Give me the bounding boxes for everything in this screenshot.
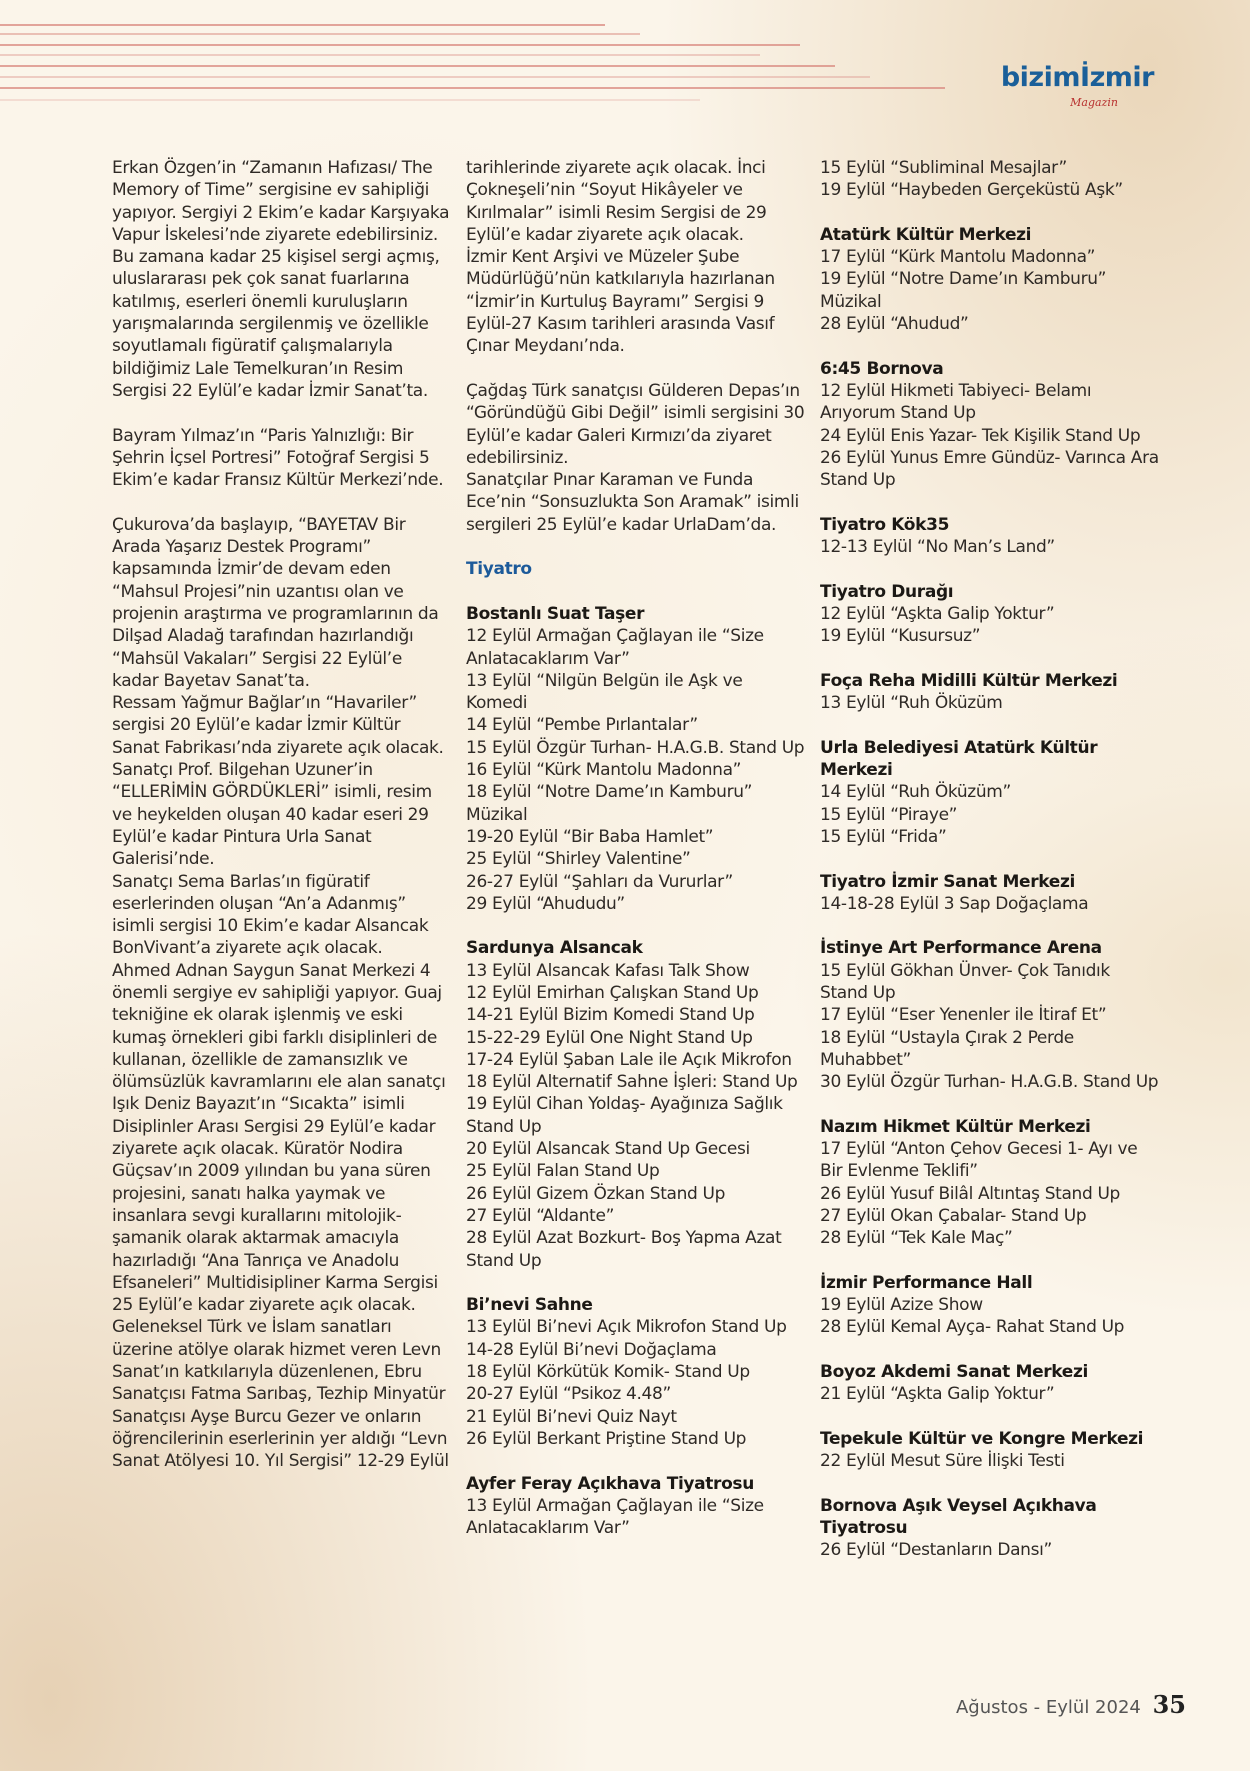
event-line: 18 Eylül Alternatif Sahne İşleri: Stand Up	[466, 1072, 798, 1093]
event-list	[820, 246, 1160, 335]
venue-name: İstinye Art Performance Arena	[820, 938, 1102, 959]
column-1	[112, 157, 452, 1473]
event-list	[466, 1495, 806, 1540]
paragraph: Bayram Yılmaz’ın “Paris Yalnızlığı: Bir Şehrin İçsel Portresi” Fotoğraf Sergisi 5 Ekim’e kadar Fransız Kültür Merkezi’nde.	[112, 425, 444, 491]
event-line: 26 Eylül Yusuf Bilâl Altıntaş Stand Up	[820, 1183, 1120, 1204]
event-line: 17 Eylül “Anton Çehov Gecesi 1- Ayı ve Bir Evlenme Teklifi”	[820, 1139, 1138, 1182]
event-line: 24 Eylül Enis Yazar- Tek Kişilik Stand Up	[820, 425, 1141, 446]
venue-name: Bornova Aşık Veysel Açıkhava Tiyatrosu	[820, 1495, 1097, 1539]
event-line: 26 Eylül “Destanların Dansı”	[820, 1540, 1052, 1561]
event-line: 27 Eylül Okan Çabalar- Stand Up	[820, 1205, 1087, 1226]
event-line: 15 Eylül “Subliminal Mesajlar”	[820, 158, 1067, 178]
event-line: 26 Eylül Yunus Emre Gündüz- Varınca Ara Stand Up	[820, 447, 1159, 491]
event-list	[820, 1539, 1160, 1561]
event-line: 17-24 Eylül Şaban Lale ile Açık Mikrofon	[466, 1049, 792, 1070]
event-line: 12 Eylül Emirhan Çalışkan Stand Up	[466, 982, 759, 1003]
event-line: 25 Eylül Falan Stand Up	[466, 1161, 660, 1182]
event-line: 20 Eylül Alsancak Stand Up Gecesi	[466, 1139, 750, 1160]
event-line: 12 Eylül “Aşkta Galip Yoktur”	[820, 603, 1055, 624]
event-line: 12-13 Eylül “No Man’s Land”	[820, 537, 1055, 558]
event-line: 15-22-29 Eylül One Night Stand Up	[466, 1027, 753, 1048]
event-line: 15 Eylül “Frida”	[820, 826, 947, 847]
paragraph: Ahmed Adnan Saygun Sanat Merkezi 4 önemli sergiye ev sahipliği yapıyor. Guaj tekniğine ek olarak işlenmiş ve eski kumaş örnekleri gibi farklı disiplinleri de kullanan, özellikle de zamansızlık ve ölümsüzlük kavramlarını ele alan sanatçı Işık Deniz Bayazıt’ın “Sıcakta” isimli Disiplinler Arası Sergisi 29 Eylül’e kadar ziyarete açık olacak. Küratör Nodira Güçsav’ın 2009 yılından bu yana süren projesini, sanatı halka yaymak ve insanlara sevgi kurallarını mitolojik-şamanik olarak aktarmak amacıyla hazırladığı “Ana Tanrıça ve Anadolu Efsaneleri” Multidisipliner Karma Sergisi 25 Eylül’e kadar ziyarete açık olacak.	[112, 960, 446, 1316]
event-line: 14-18-28 Eylül 3 Sap Doğaçlama	[820, 893, 1089, 914]
event-line: 28 Eylül Kemal Ayça- Rahat Stand Up	[820, 1317, 1125, 1338]
venue-name: Bostanlı Suat Taşer	[466, 603, 645, 624]
event-line: 28 Eylül Azat Bozkurt- Boş Yapma Azat Stand Up	[466, 1228, 782, 1271]
header-rule-lines	[0, 0, 1000, 110]
venue-name: 6:45 Bornova	[820, 358, 944, 379]
paragraph: Sanatçı Prof. Bilgehan Uzuner’in “ELLERİMİN GÖRDÜKLERİ” isimli, resim ve heykelden oluşan 40 kadar eseri 29 Eylül’e kadar Pintura Urla Sanat Galerisi’nde.	[112, 760, 432, 870]
venue-name: Tepekule Kültür ve Kongre Merkezi	[820, 1428, 1144, 1449]
event-list	[820, 380, 1160, 491]
event-line: 19 Eylül Cihan Yoldaş- Ayağınıza Sağlık Stand Up	[466, 1094, 783, 1137]
event-list	[820, 692, 1160, 714]
column-2	[466, 157, 806, 1539]
venue-name: Tiyatro Kök35	[820, 514, 950, 535]
venue-name: Bi’nevi Sahne	[466, 1295, 593, 1316]
event-line: 26 Eylül Gizem Özkan Stand Up	[466, 1183, 726, 1204]
event-list	[820, 157, 1160, 202]
event-line: 19 Eylül “Kusursuz”	[820, 626, 981, 647]
paragraph: İzmir Kent Arşivi ve Müzeler Şube Müdürlüğü’nün katkılarıyla hazırlanan “İzmir’in Kurtuluş Bayramı” Sergisi 9 Eylül-27 Kasım tarihleri arasında Vasıf Çınar Meydanı’nda.	[466, 247, 775, 357]
event-line: 27 Eylül “Aldante”	[466, 1205, 615, 1226]
event-line: 16 Eylül “Kürk Mantolu Madonna”	[466, 760, 742, 781]
event-line: 19 Eylül “Notre Dame’ın Kamburu” Müzikal	[820, 269, 1107, 312]
event-line: 14 Eylül “Ruh Öküzüm”	[820, 782, 1011, 803]
venue-name: Atatürk Kültür Merkezi	[820, 224, 1032, 245]
venue-name: Nazım Hikmet Kültür Merkezi	[820, 1116, 1091, 1137]
event-line: 21 Eylül “Aşkta Galip Yoktur”	[820, 1384, 1055, 1405]
event-line: 14-21 Eylül Bizim Komedi Stand Up	[466, 1005, 755, 1026]
event-line: 14-28 Eylül Bi’nevi Doğaçlama	[466, 1339, 717, 1360]
event-line: 26-27 Eylül “Şahları da Vururlar”	[466, 871, 733, 892]
event-line: 19 Eylül “Haybeden Gerçeküstü Aşk”	[820, 180, 1123, 201]
event-list	[820, 960, 1160, 1094]
page-footer	[956, 1690, 1186, 1719]
magazine-logo	[1001, 62, 1154, 93]
event-list	[820, 781, 1160, 848]
event-line: 29 Eylül “Ahududu”	[466, 893, 625, 914]
event-line: 13 Eylül “Ruh Öküzüm	[820, 693, 1003, 714]
event-line: 21 Eylül Bi’nevi Quiz Nayt	[466, 1406, 677, 1427]
event-list	[820, 1450, 1160, 1472]
event-line: 25 Eylül “Shirley Valentine”	[466, 849, 691, 870]
event-line: 13 Eylül Alsancak Kafası Talk Show	[466, 960, 750, 981]
event-line: 18 Eylül “Ustayla Çırak 2 Perde Muhabbet”	[820, 1027, 1074, 1070]
event-line: 15 Eylül Gökhan Ünver- Çok Tanıdık Stand Up	[820, 960, 1110, 1003]
event-line: 17 Eylül “Kürk Mantolu Madonna”	[820, 247, 1096, 268]
event-line: 12 Eylül Armağan Çağlayan ile “Size Anlatacaklarım Var”	[466, 626, 764, 669]
event-line: 19-20 Eylül “Bir Baba Hamlet”	[466, 826, 714, 847]
paragraph: Sanatçı Sema Barlas’ın figüratif eserlerinden oluşan “An’a Adanmış” isimli sergisi 10 Ekim’e kadar Alsancak BonVivant’a ziyarete açık olacak.	[112, 871, 429, 959]
event-list	[820, 1138, 1160, 1249]
event-list	[820, 603, 1160, 648]
event-list	[466, 960, 806, 1272]
paragraph: Geleneksel Türk ve İslam sanatları üzerine atölye olarak hizmet veren Levn Sanat’ın katkılarıyla düzenlenen, Ebru Sanatçısı Fatma Sarıbaş, Tezhip Minyatür Sanatçısı Ayşe Burcu Gezer ve onların öğrencilerinin eserlerinin yer aldığı “Levn Sanat Atölyesi 10. Yıl Sergisi” 12-29 Eylül	[112, 1317, 449, 1472]
venue-name: Boyoz Akdemi Sanat Merkezi	[820, 1362, 1088, 1383]
event-line: 30 Eylül Özgür Turhan- H.A.G.B. Stand Up	[820, 1072, 1159, 1093]
section-heading-theatre: Tiyatro	[466, 559, 532, 580]
event-list	[820, 1383, 1160, 1405]
venue-name: Ayfer Feray Açıkhava Tiyatrosu	[466, 1473, 754, 1494]
paragraph: tarihlerinde ziyarete açık olacak. İnci Çokneşeli’nin “Soyut Hikâyeler ve Kırılmalar” isimli Resim Sergisi de 29 Eylül’e kadar ziyarete açık olacak.	[466, 158, 767, 245]
event-line: 20-27 Eylül “Psikoz 4.48”	[466, 1384, 671, 1405]
venue-name: Sardunya Alsancak	[466, 938, 643, 959]
venue-name: Foça Reha Midilli Kültür Merkezi	[820, 670, 1118, 691]
paragraph: Ressam Yağmur Bağlar’ın “Havariler” sergisi 20 Eylül’e kadar İzmir Kültür Sanat Fabrikası’nda ziyarete açık olacak.	[112, 693, 444, 758]
venue-name: Tiyatro Durağı	[820, 581, 954, 602]
event-list	[820, 1294, 1160, 1339]
venue-name: Tiyatro İzmir Sanat Merkezi	[820, 871, 1075, 892]
paragraph: Sanatçılar Pınar Karaman ve Funda Ece’nin “Sonsuzlukta Son Aramak” isimli sergileri 25 Eylül’e kadar UrlaDam’da.	[466, 470, 799, 535]
paragraph: Çukurova’da başlayıp, “BAYETAV Bir Arada Yaşarız Destek Programı” kapsamında İzmir’de devam eden “Mahsul Projesi”nin uzantısı olan ve projenin araştırma ve programlarının da Dilşad Aladağ tarafından hazırlandığı “Mahsül Vakaları” Sergisi 22 Eylül’e kadar Bayetav Sanat’ta.	[112, 514, 439, 691]
event-line: 28 Eylül “Tek Kale Maç”	[820, 1228, 1013, 1249]
logo-text: bizimİzmir	[1000, 62, 1154, 93]
event-list	[820, 893, 1160, 915]
issue-date: Ağustos - Eylül 2024	[955, 1697, 1141, 1718]
event-list	[820, 536, 1160, 558]
event-list	[466, 1316, 806, 1450]
event-line: 26 Eylül Berkant Priştine Stand Up	[466, 1428, 747, 1449]
event-line: 15 Eylül “Piraye”	[820, 804, 958, 825]
event-line: 18 Eylül “Notre Dame’ın Kamburu” Müzikal	[466, 782, 753, 825]
paragraph: Çağdaş Türk sanatçısı Gülderen Depas’ın “Göründüğü Gibi Değil” isimli sergisini 30 Eylül’e kadar Galeri Kırmızı’da ziyaret edebilirsiniz.	[466, 380, 805, 468]
event-list	[466, 625, 806, 915]
event-line: 12 Eylül Hikmeti Tabiyeci- Belamı Arıyorum Stand Up	[820, 380, 1092, 424]
event-line: 14 Eylül “Pembe Pırlantalar”	[466, 715, 698, 736]
logo-subtitle: Magazin	[1070, 96, 1118, 109]
column-3	[820, 157, 1160, 1562]
event-line: 28 Eylül “Ahudud”	[820, 314, 969, 335]
event-line: 19 Eylül Azize Show	[820, 1295, 983, 1316]
venue-name: Urla Belediyesi Atatürk Kültür Merkezi	[820, 737, 1098, 781]
event-line: 13 Eylül Armağan Çağlayan ile “Size Anlatacaklarım Var”	[466, 1495, 764, 1539]
event-line: 18 Eylül Körkütük Komik- Stand Up	[466, 1362, 750, 1383]
event-line: 13 Eylül “Nilgün Belgün ile Aşk ve Komedi	[466, 670, 743, 714]
event-line: 22 Eylül Mesut Süre İlişki Testi	[820, 1451, 1065, 1472]
event-line: 17 Eylül “Eser Yenenler ile İtiraf Et”	[820, 1005, 1107, 1026]
venue-name: İzmir Performance Hall	[820, 1272, 1033, 1293]
page-number: 35	[1152, 1690, 1186, 1719]
event-line: 15 Eylül Özgür Turhan- H.A.G.B. Stand Up	[466, 737, 805, 758]
paragraph: Erkan Özgen’in “Zamanın Hafızası/ The Memory of Time” sergisine ev sahipliği yapıyor. Sergiyi 2 Ekim’e kadar Karşıyaka Vapur İskelesi’nde ziyarete edebilirsiniz.	[112, 158, 450, 245]
event-line: 13 Eylül Bi’nevi Açık Mikrofon Stand Up	[466, 1317, 787, 1338]
paragraph: Bu zamana kadar 25 kişisel sergi açmış, uluslararası pek çok sanat fuarlarına katılmış, eserleri önemli kuruluşların yarışmalarında sergilenmiş ve özellikle soyutlamalı figüratif çalışmalarıyla bildiğimiz Lale Temelkuran’ın Resim Sergisi 22 Eylül’e kadar İzmir Sanat’ta.	[112, 247, 440, 401]
